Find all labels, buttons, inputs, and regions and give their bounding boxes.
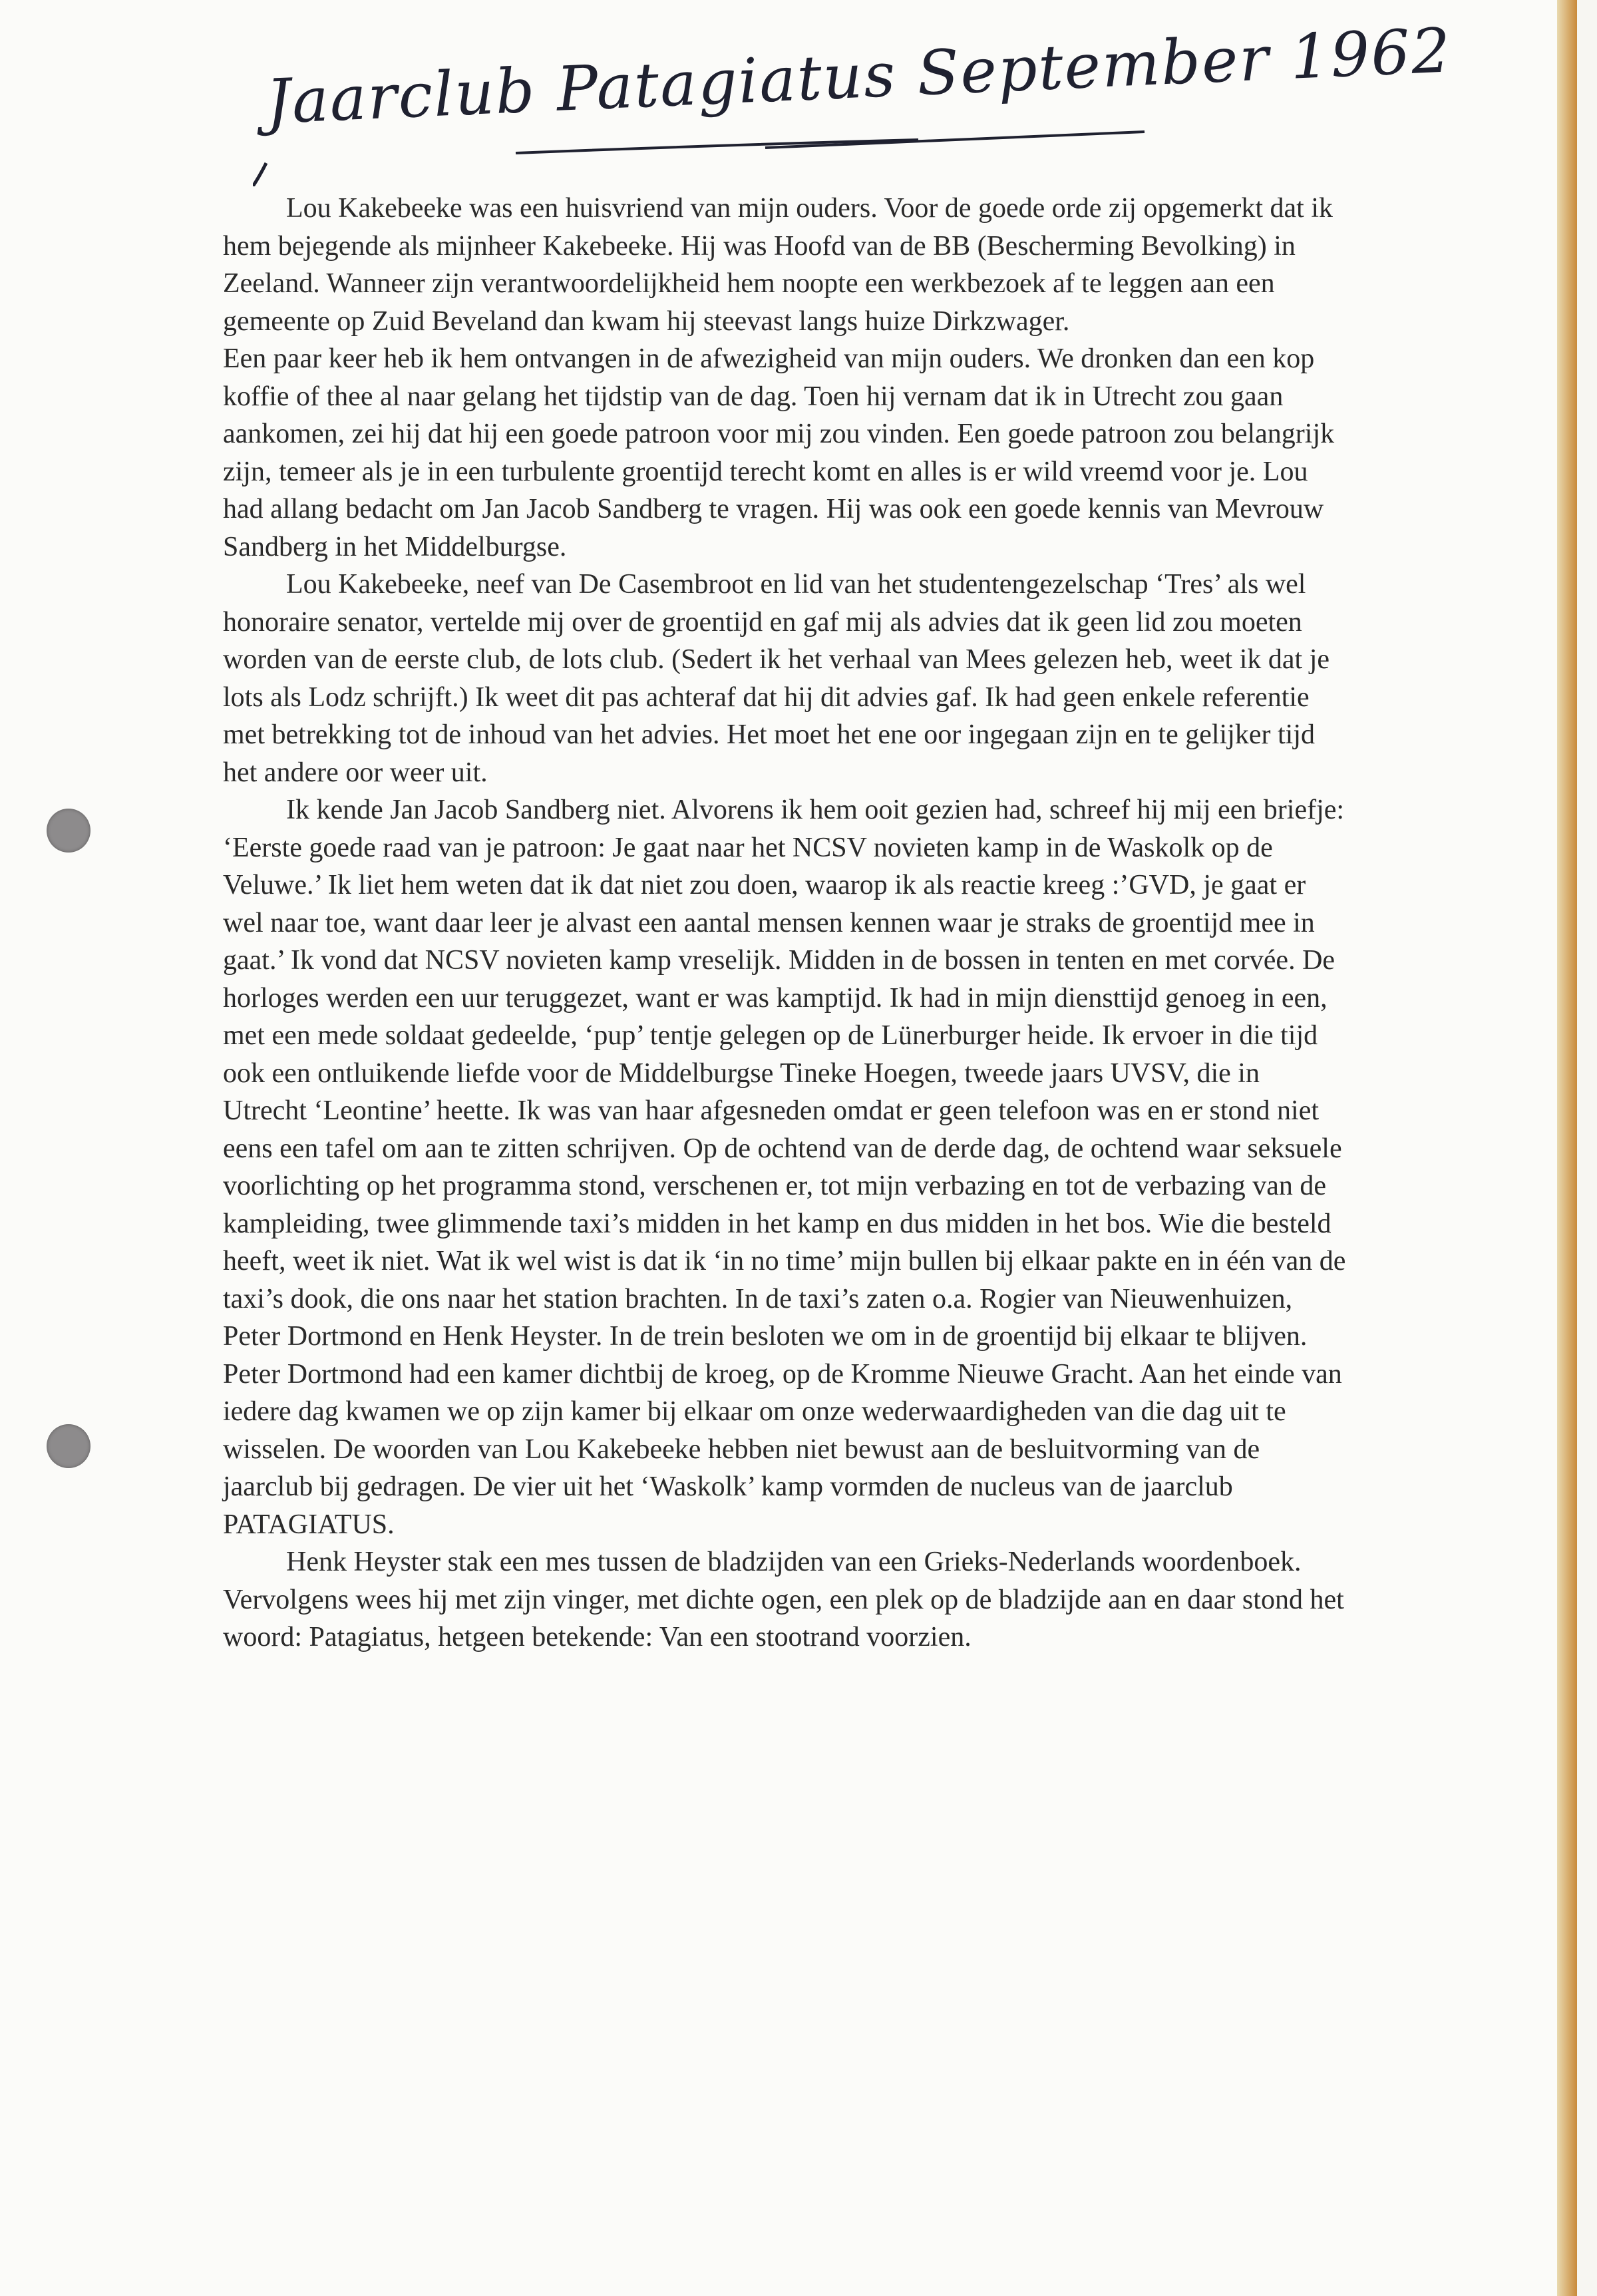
page-title: Jaarclub Patagiatus September 1962 (264, 15, 1453, 138)
punch-hole (47, 809, 90, 853)
page-edge-shadow (1557, 0, 1577, 2296)
paragraph: Lou Kakebeeke was een huisvriend van mijn ouders. Voor de goede orde zij opgemerkt dat ik hem bejegende als mijnheer Kakebeeke. Hij was Hoofd van de BB (Bescherming Bevolking) in Zeeland. Wanneer zijn verantwoordelijkheid hem noopte een werkbezoek af te leggen aan een gemeente op Zuid Beveland dan kwam hij steevast langs huize Dirkzwager. (223, 193, 1333, 337)
paragraph: Ik kende Jan Jacob Sandberg niet. Alvorens ik hem ooit gezien had, schreef hij mij een briefje: ‘Eerste goede raad van je patroon: Je gaat naar het NCSV novieten kamp in de Waskolk op de Veluwe.’ Ik liet hem weten dat ik dat niet zou doen, waarop ik als reactie kreeg :’GVD, je gaat er wel naar toe, want daar leer je alvast een aantal mensen kennen waar je straks de groentijd mee in gaat.’ Ik vond dat NCSV novieten kamp vreselijk. Midden in de bossen in tenten en met corvée. De horloges werden een uur teruggezet, want er was kamptijd. Ik had in mijn diensttijd genoeg in een, met een mede soldaat gedeelde, ‘pup’ tentje gelegen op de Lünerburger heide. Ik ervoer in die tijd ook een ontluikende liefde voor de Middelburgse Tineke Hoegen, tweede jaars UVSV, die in Utrecht ‘Leontine’ heette. Ik was van haar afgesneden omdat er geen telefoon was en er stond niet eens een tafel om aan te zitten schrijven. Op de ochtend van de derde dag, de ochtend waar seksuele voorlichting op het programma stond, verschenen er, tot mijn verbazing en tot de verbazing van de kampleiding, twee glimmende taxi’s midden in het kamp en dus midden in het bos. Wie die besteld heeft, weet ik niet. Wat ik wel wist is dat ik ‘in no time’ mijn bullen bij elkaar pakte en in één van de taxi’s dook, die ons naar het station brachten. In de taxi’s zaten o.a. Rogier van Nieuwenhuizen, Peter Dortmond en Henk Heyster. In de trein besloten we om in de groentijd bij elkaar te blijven. Peter Dortmond had een kamer dichtbij de kroeg, op de Kromme Nieuwe Gracht. Aan het einde van iedere dag kwamen we op zijn kamer bij elkaar om onze wederwaardigheden van die dag uit te wisselen. De woorden van Lou Kakebeeke hebben niet bewust aan de besluitvorming van de jaarclub bij gedragen. De vier uit het ‘Waskolk’ kamp vormden de nucleus van de jaarclub PATAGIATUS. (223, 795, 1346, 1540)
paragraph: Een paar keer heb ik hem ontvangen in de afwezigheid van mijn ouders. We dronken dan een kop koffie of thee al naar gelang het tijdstip van de dag. Toen hij vernam dat ik in Utrecht zou gaan aankomen, zei hij dat hij een goede patroon voor mij zou vinden. Een goede patroon zou belangrijk zijn, temeer als je in een turbulente groentijd terecht komt en alles is er wild vreemd voor je. Lou had allang bedacht om Jan Jacob Sandberg te vragen. Hij was ook een goede kennis van Mevrouw Sandberg in het Middelburgse. (223, 343, 1335, 562)
handwritten-title (253, 15, 1453, 186)
paragraph: Henk Heyster stak een mes tussen de bladzijden van een Grieks-Nederlands woordenboek. Vervolgens wees hij met zijn vinger, met dichte ogen, een plek op de bladzijde aan en daar stond het woord: Patagiatus, hetgeen betekende: Van een stootrand voorzien. (223, 1547, 1344, 1652)
paragraph: Lou Kakebeeke, neef van De Casembroot en lid van het studentengezelschap ‘Tres’ als wel honoraire senator, vertelde mij over de groentijd en gaf mij als advies dat ik geen lid zou moeten worden van de eerste club, de lots club. (Sedert ik het verhaal van Mees gelezen heb, weet ik dat je lots als Lodz schrijft.) Ik weet dit pas achteraf dat hij dit advies gaf. Ik had geen enkele referentie met betrekking tot de inhoud van het advies. Het moet het ene oor ingegaan zijn en te gelijker tijd het andere oor weer uit. (223, 569, 1330, 788)
body-text (223, 190, 1347, 1656)
punch-hole (47, 1424, 90, 1468)
